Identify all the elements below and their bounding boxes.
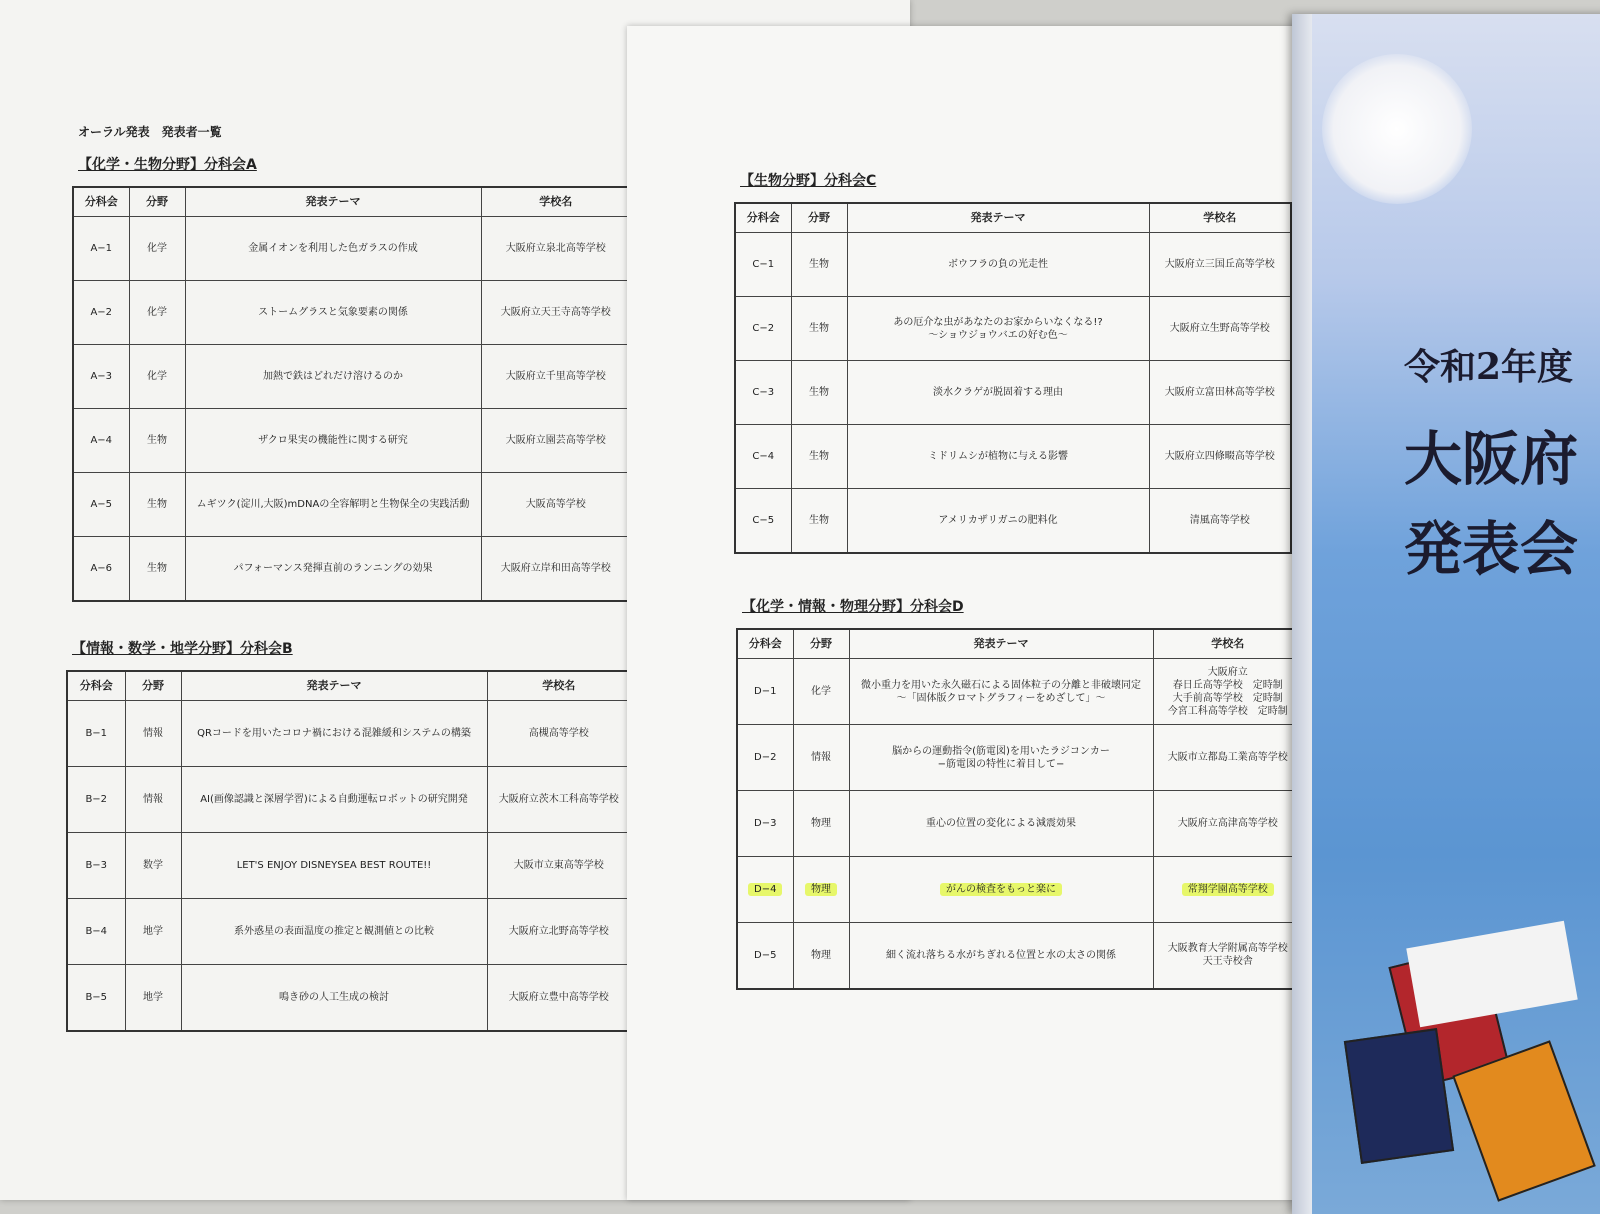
cell-theme-text: 重心の位置の変化による減震効果 (926, 818, 1076, 829)
cell-school-text: 大阪府立園芸高等学校 (505, 435, 606, 446)
table-row (737, 923, 1303, 989)
cell-field-text: 生物 (147, 562, 167, 574)
cell-theme-text: AI(画像認識と深層学習)による自動運転ロボットの研究開発 (200, 794, 468, 805)
cell-school-text: 大阪府立岸和田高等学校 (500, 562, 611, 574)
cell-field (129, 345, 185, 409)
cell-school-text: 高槻高等学校 (528, 728, 589, 739)
kite-decoration-navy (1344, 1028, 1454, 1164)
cell-session-id (67, 899, 125, 965)
cell-field (125, 899, 181, 965)
cell-theme-text: 脳からの運動指令(筋電図)を用いたラジコンカー −筋電図の特性に着目して− (892, 745, 1110, 770)
cell-theme (847, 489, 1149, 553)
cell-school (481, 281, 631, 345)
document-title: オーラル発表 発表者一覧 (78, 125, 222, 139)
section-a (72, 146, 632, 602)
cell-school (1149, 297, 1291, 361)
section-c-table (734, 202, 1292, 554)
cell-school-text: 大阪府立天王寺高等学校 (500, 307, 611, 318)
header-session: 分科会 (737, 629, 793, 659)
cell-school-text: 大阪府立高津高等学校 (1177, 818, 1278, 829)
cell-theme-text: ムギツク(淀川,大阪)mDNAの全容解明と生物保全の実践活動 (196, 499, 470, 510)
cell-field-text: 情報 (143, 794, 163, 805)
cell-field-text: 地学 (143, 926, 163, 937)
cell-school (1153, 857, 1303, 923)
cell-school-text: 大阪府立生野高等学校 (1169, 323, 1270, 334)
section-d-title: 【化学・情報・物理分野】分科会D (742, 599, 964, 615)
cell-theme (849, 725, 1153, 791)
cell-theme-text: 金属イオンを利用した色ガラスの作成 (248, 243, 418, 254)
table-row (73, 217, 631, 281)
cell-field (793, 923, 849, 989)
cell-theme-text: 加熱で鉄はどれだけ溶けるのか (263, 371, 403, 382)
cell-field (793, 791, 849, 857)
cell-session-id-text: A−6 (90, 562, 113, 574)
cell-field (793, 725, 849, 791)
cell-theme-text: 系外惑星の表面温度の推定と観測値との比較 (234, 926, 434, 937)
cell-session-id-text: A−3 (90, 371, 113, 382)
cell-field (129, 281, 185, 345)
cell-session-id-text: D−5 (754, 949, 777, 961)
cell-school (487, 767, 631, 833)
cell-field (793, 659, 849, 725)
table-row (735, 233, 1291, 297)
cell-session-id-text: B−4 (85, 926, 108, 937)
table-row (737, 725, 1303, 791)
cell-theme-text: 微小重力を用いた永久磁石による固体粒子の分離と非破壊同定 〜「固体版クロマトグラフィーをめざして」〜 (861, 679, 1141, 704)
table-row (73, 473, 631, 537)
header-theme: 発表テーマ (185, 187, 481, 217)
cell-theme (185, 345, 481, 409)
cell-session-id-text: A−5 (90, 499, 113, 510)
cell-session-id-text: C−2 (752, 323, 775, 334)
table-row (67, 899, 631, 965)
cell-field-text: 生物 (809, 323, 829, 334)
cell-school (1153, 725, 1303, 791)
cell-school (1153, 923, 1303, 989)
cell-theme (849, 659, 1153, 725)
section-a-rows (73, 217, 631, 601)
section-d-table (736, 628, 1304, 990)
cell-theme-text: がんの検査をもっと楽に (940, 883, 1062, 896)
header-field: 分野 (793, 629, 849, 659)
section-b-rows (67, 701, 631, 1031)
cell-session-id (735, 297, 791, 361)
cell-field (125, 767, 181, 833)
table-row (73, 345, 631, 409)
cell-field-text: 物理 (805, 883, 837, 896)
cell-theme (181, 701, 487, 767)
cell-school-text: 大阪府立三国丘高等学校 (1164, 259, 1275, 270)
cell-field (129, 473, 185, 537)
cell-theme (185, 217, 481, 281)
cell-session-id-text: D−4 (748, 883, 782, 896)
cell-theme (849, 791, 1153, 857)
table-row (67, 965, 631, 1031)
cell-field (129, 537, 185, 601)
cell-field (125, 965, 181, 1031)
cell-field-text: 生物 (809, 259, 829, 270)
cell-school-text: 大阪市立東高等学校 (513, 860, 604, 871)
document-title-block (78, 123, 222, 140)
cell-field (791, 361, 847, 425)
cell-school-text: 大阪府立 春日丘高等学校 定時制 大手前高等学校 定時制 今宮工科高等学校 定時制 (1167, 666, 1288, 717)
cell-field (125, 833, 181, 899)
cell-school-text: 大阪高等学校 (525, 499, 586, 510)
cell-theme (849, 857, 1153, 923)
table-header-row (73, 187, 631, 217)
table-row (73, 409, 631, 473)
table-row (737, 791, 1303, 857)
section-c-rows (735, 233, 1291, 553)
cell-school (1149, 361, 1291, 425)
cell-school (481, 473, 631, 537)
cell-field-text: 物理 (811, 949, 831, 961)
brochure-year-text: 令和2年度 (1404, 346, 1574, 388)
table-row (67, 767, 631, 833)
table-row (67, 701, 631, 767)
cell-field (791, 297, 847, 361)
table-row (73, 281, 631, 345)
cell-school (481, 217, 631, 281)
cell-field (791, 425, 847, 489)
cell-field (793, 857, 849, 923)
cell-theme-text: パフォーマンス発揮直前のランニングの効果 (233, 562, 433, 574)
table-row (67, 833, 631, 899)
cell-school-text: 大阪教育大学附属高等学校 天王寺校舎 (1167, 943, 1288, 968)
cell-school (1149, 489, 1291, 553)
cell-session-id (67, 701, 125, 767)
cell-school-text: 大阪府立千里高等学校 (505, 371, 606, 382)
section-b (66, 630, 636, 1032)
cell-school-text: 大阪府立茨木工科高等学校 (498, 794, 619, 805)
cell-theme (847, 233, 1149, 297)
cell-field-text: 生物 (147, 499, 167, 510)
header-school: 学校名 (1153, 629, 1303, 659)
section-d-rows (737, 659, 1303, 989)
section-a-title: 【化学・生物分野】分科会A (78, 157, 257, 173)
cell-session-id (735, 233, 791, 297)
cell-school (481, 345, 631, 409)
header-theme: 発表テーマ (849, 629, 1153, 659)
cell-session-id-text: A−1 (90, 243, 113, 254)
header-school: 学校名 (487, 671, 631, 701)
cell-theme (847, 297, 1149, 361)
cell-field (791, 233, 847, 297)
cell-field-text: 化学 (147, 307, 167, 318)
brochure-title-line1: 大阪府 (1404, 425, 1579, 493)
table-row (735, 489, 1291, 553)
cell-theme (185, 537, 481, 601)
header-field: 分野 (125, 671, 181, 701)
header-field: 分野 (129, 187, 185, 217)
cell-session-id (73, 473, 129, 537)
cell-session-id-text: B−3 (85, 860, 108, 871)
cell-field-text: 地学 (143, 991, 163, 1003)
section-d (736, 588, 1306, 990)
cell-theme-text: 細く流れ落ちる水がちぎれる位置と水の太さの関係 (886, 949, 1116, 961)
cell-school (1153, 791, 1303, 857)
cell-session-id (73, 409, 129, 473)
cell-session-id (73, 217, 129, 281)
cell-session-id (735, 361, 791, 425)
brochure-spine (1292, 14, 1312, 1214)
section-c (734, 162, 1294, 554)
section-b-table (66, 670, 632, 1032)
cell-theme (849, 923, 1153, 989)
cell-field (791, 489, 847, 553)
cell-theme (181, 833, 487, 899)
table-row (735, 361, 1291, 425)
cell-session-id (73, 281, 129, 345)
header-field: 分野 (791, 203, 847, 233)
cell-theme (181, 899, 487, 965)
table-header-row (735, 203, 1291, 233)
cell-theme (185, 409, 481, 473)
cell-theme-text: LET'S ENJOY DISNEYSEA BEST ROUTE!! (236, 860, 432, 871)
header-session: 分科会 (67, 671, 125, 701)
cell-school (1149, 233, 1291, 297)
table-row (73, 537, 631, 601)
cell-field-text: 化学 (147, 243, 167, 254)
cell-session-id (737, 923, 793, 989)
cell-school-text: 大阪市立都島工業高等学校 (1167, 752, 1288, 763)
cell-theme (185, 473, 481, 537)
cell-session-id (73, 537, 129, 601)
cell-session-id-text: C−4 (752, 451, 775, 462)
cell-school (1149, 425, 1291, 489)
cell-session-id-text: B−1 (85, 728, 108, 739)
cell-field (125, 701, 181, 767)
cell-session-id (735, 425, 791, 489)
table-row (737, 857, 1303, 923)
cell-theme (185, 281, 481, 345)
table-row (735, 297, 1291, 361)
cell-school-text: 大阪府立四條畷高等学校 (1164, 451, 1275, 462)
kite-decoration-white (1406, 921, 1577, 1028)
cell-theme-text: QRコードを用いたコロナ禍における混雑緩和システムの構築 (197, 728, 471, 739)
header-theme: 発表テーマ (181, 671, 487, 701)
cell-theme-text: アメリカザリガニの肥料化 (938, 514, 1058, 526)
cell-session-id-text: B−5 (85, 991, 108, 1003)
cell-theme-text: あの厄介な虫があなたのお家からいなくなる!? 〜ショウジョウバエの好む色〜 (893, 316, 1103, 341)
table-header-row (737, 629, 1303, 659)
cell-session-id-text: B−2 (85, 794, 108, 805)
cell-theme (181, 965, 487, 1031)
cell-theme-text: ザクロ果実の機能性に関する研究 (258, 435, 408, 446)
cell-field-text: 数学 (143, 860, 163, 871)
cell-field-text: 情報 (143, 728, 163, 739)
cell-field-text: 物理 (811, 818, 831, 829)
cell-school (481, 409, 631, 473)
cell-theme (847, 425, 1149, 489)
cell-session-id (737, 857, 793, 923)
cell-session-id-text: C−5 (752, 514, 775, 526)
cell-school (487, 701, 631, 767)
table-header-row (67, 671, 631, 701)
cell-session-id-text: C−1 (752, 259, 775, 270)
cell-session-id (67, 833, 125, 899)
cell-theme-text: ストームグラスと気象要素の関係 (258, 307, 408, 318)
cell-school-text: 大阪府立豊中高等学校 (508, 991, 609, 1003)
cell-theme-text: ミドリムシが植物に与える影響 (928, 451, 1068, 462)
cell-school-text: 常翔学園高等学校 (1182, 883, 1274, 896)
cell-session-id (737, 725, 793, 791)
cell-session-id-text: C−3 (752, 387, 775, 398)
cell-field-text: 生物 (809, 514, 829, 526)
table-row (737, 659, 1303, 725)
header-school: 学校名 (1149, 203, 1291, 233)
cell-school (487, 899, 631, 965)
cell-school-text: 清風高等学校 (1189, 514, 1250, 526)
cell-session-id (67, 965, 125, 1031)
cell-school (487, 965, 631, 1031)
section-c-title: 【生物分野】分科会C (740, 173, 877, 189)
cell-school-text: 大阪府立富田林高等学校 (1164, 387, 1275, 398)
cell-session-id (737, 659, 793, 725)
cell-session-id (73, 345, 129, 409)
cell-school (481, 537, 631, 601)
cell-theme-text: ボウフラの負の光走性 (948, 259, 1048, 270)
table-row (735, 425, 1291, 489)
cell-session-id-text: D−2 (754, 752, 777, 763)
cell-theme (847, 361, 1149, 425)
header-session: 分科会 (73, 187, 129, 217)
header-school: 学校名 (481, 187, 631, 217)
cell-theme-text: 淡水クラゲが脱固着する理由 (933, 387, 1063, 398)
cell-field-text: 生物 (809, 451, 829, 462)
cell-field-text: 情報 (811, 752, 831, 763)
cell-field-text: 生物 (147, 435, 167, 446)
section-a-table (72, 186, 632, 602)
cell-session-id-text: A−2 (90, 307, 113, 318)
cell-school-text: 大阪府立北野高等学校 (508, 926, 609, 937)
cell-field (129, 217, 185, 281)
cell-session-id (737, 791, 793, 857)
header-theme: 発表テーマ (847, 203, 1149, 233)
cell-session-id-text: D−3 (754, 818, 777, 829)
brochure-cover (1292, 14, 1600, 1214)
cell-session-id (735, 489, 791, 553)
cell-field (129, 409, 185, 473)
cell-field-text: 化学 (811, 686, 831, 697)
cell-school-text: 大阪府立泉北高等学校 (505, 243, 606, 254)
moon-illustration (1322, 54, 1472, 204)
cell-session-id-text: D−1 (754, 686, 777, 697)
cell-theme (181, 767, 487, 833)
brochure-title-line2: 発表会 (1404, 515, 1579, 583)
header-session: 分科会 (735, 203, 791, 233)
cell-field-text: 生物 (809, 387, 829, 398)
section-b-title: 【情報・数学・地学分野】分科会B (72, 641, 293, 657)
cell-session-id-text: A−4 (90, 435, 113, 446)
cell-school (487, 833, 631, 899)
cell-theme-text: 鳴き砂の人工生成の検討 (279, 991, 389, 1003)
cell-field-text: 化学 (147, 371, 167, 382)
cell-session-id (67, 767, 125, 833)
cell-school (1153, 659, 1303, 725)
